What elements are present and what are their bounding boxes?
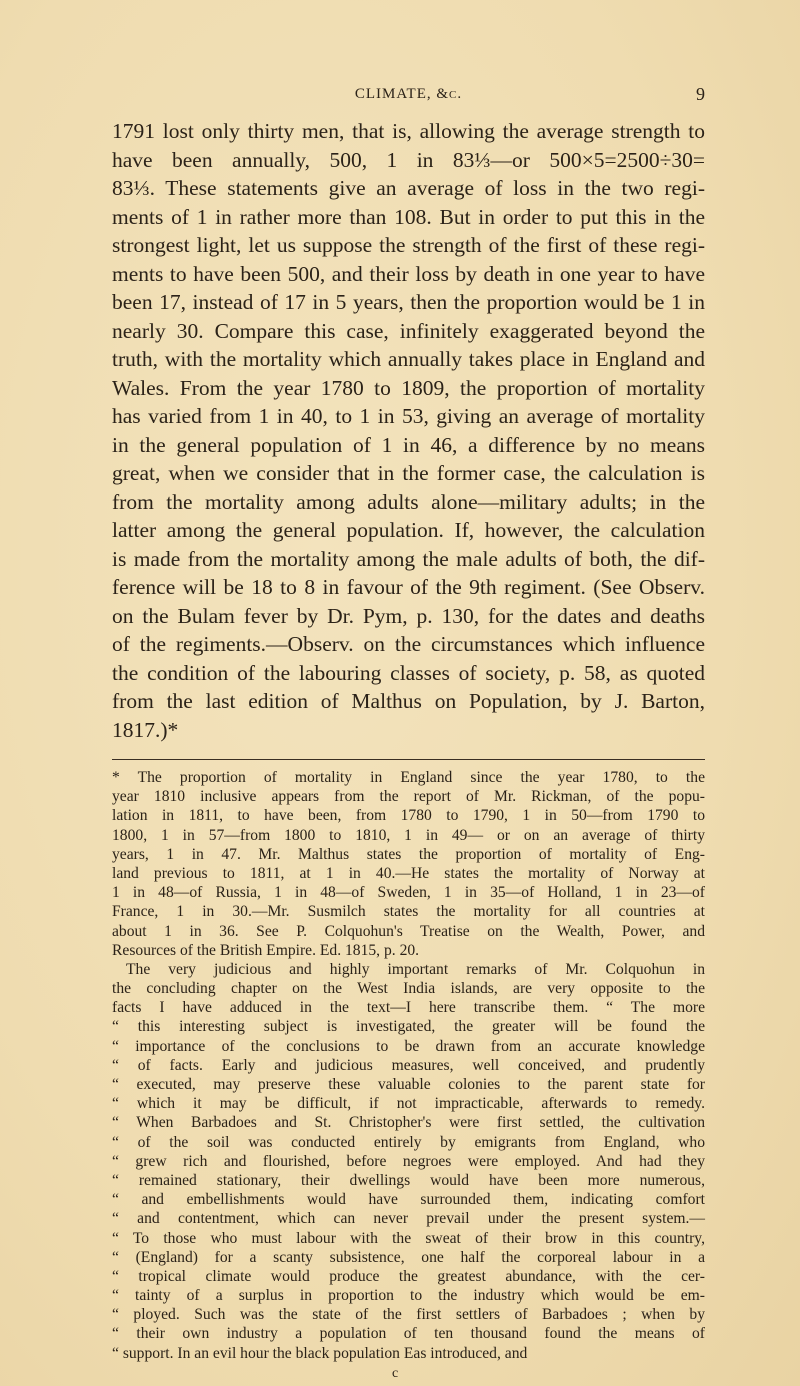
text-line: ments of 1 in rather more than 108. But in order to put this in the (112, 204, 705, 229)
footnote-line: “ of the soil was conducted entirely by emigrants from England, who (112, 1133, 705, 1151)
text-line: 1817.)* (112, 717, 179, 742)
text-line: have been annually, 500, 1 in 83⅓—or 500×5=2500÷30= (112, 147, 705, 172)
text-line: from the last edition of Malthus on Population, by J. Barton, (112, 689, 705, 713)
footnote-line: the concluding chapter on the West India islands, are very opposite to the (112, 980, 705, 998)
footnote-line: about 1 in 36. See P. Colquohun's Treatise on the Wealth, Power, and (112, 922, 705, 940)
footnote-line: * The proportion of mortality in England since the year 1780, to the (112, 769, 705, 786)
footnote-line: “ tropical climate would produce the greatest abundance, with the cer- (112, 1267, 705, 1285)
text-line: in the general population of 1 in 46, a difference by no means (112, 432, 705, 457)
text-line: ments to have been 500, and their loss by death in one year to have (112, 261, 705, 286)
text-line: strongest light, let us suppose the strength of the first of these regi- (112, 233, 705, 257)
text-line: ference will be 18 to 8 in favour of the 9th regiment. (See Observ. (112, 575, 705, 599)
footnote-line: Resources of the British Empire. Ed. 1815, p. 20. (112, 941, 420, 959)
footnote-line: year 1810 inclusive appears from the report of Mr. Rickman, of the popu- (112, 788, 705, 806)
text-line: is made from the mortality among the male adults of both, the dif- (112, 546, 705, 571)
footnote-line: years, 1 in 47. Mr. Malthus states the proportion of mortality of Eng- (112, 845, 705, 863)
footnote-line: “ To those who must labour with the sweat of their brow in this country, (112, 1229, 705, 1247)
footnote (112, 768, 705, 1363)
text-line: from the mortality among adults alone—military adults; in the (112, 489, 705, 514)
footnote-line: “ importance of the conclusions to be drawn from an accurate knowledge (112, 1037, 705, 1055)
footnote-line: “ this interesting subject is investigated, the greater will be found the (112, 1018, 705, 1036)
footnote-line: The very judicious and highly important remarks of Mr. Colquohun in (126, 960, 705, 978)
text-line: the condition of the labouring classes of society, p. 58, as quoted (112, 660, 705, 685)
text-line: nearly 30. Compare this case, infinitely exaggerated beyond the (112, 318, 705, 343)
footnote-line: France, 1 in 30.—Mr. Susmilch states the mortality for all countries at (112, 903, 705, 921)
footnote-divider (112, 759, 705, 760)
footnote-line: “ and embellishments would have surrounded them, indicating comfort (112, 1191, 705, 1209)
text-line: truth, with the mortality which annually takes place in England and (112, 347, 705, 371)
text-line: Wales. From the year 1780 to 1809, the proportion of mortality (112, 375, 705, 400)
text-line: on the Bulam fever by Dr. Pym, p. 130, for the dates and deaths (112, 603, 705, 628)
footnote-line: “ their own industry a population of ten thousand found the means of (112, 1325, 705, 1343)
footnote-line: “ of facts. Early and judicious measures, well conceived, and prudently (112, 1056, 705, 1074)
running-title: CLIMATE, &c. (354, 86, 463, 102)
text-line: latter among the general population. If, however, the calculation (112, 518, 705, 542)
text-line: great, when we consider that in the former case, the calculation is (112, 461, 705, 485)
footnote-line: “ ployed. Such was the state of the first settlers of Barbadoes ; when by (112, 1306, 705, 1324)
footnote-line: “ executed, may preserve these valuable colonies to the parent state for (112, 1076, 705, 1093)
footnote-line: facts I have adduced in the text—I here transcribe them. “ The more (112, 999, 705, 1017)
text-line: has varied from 1 in 40, to 1 in 53, giving an average of mortality (112, 404, 705, 428)
footnote-line: 1800, 1 in 57—from 1800 to 1810, 1 in 49— or on an average of thirty (112, 826, 705, 844)
footnote-line: “ and contentment, which can never prevail under the present system.— (112, 1210, 705, 1228)
footnote-line: 1 in 48—of Russia, 1 in 48—of Sweden, 1 in 35—of Holland, 1 in 23—of (112, 884, 705, 902)
signature-mark: c (392, 1366, 399, 1381)
footnote-line: “ support. In an evil hour the black population Eas introduced, and (112, 1344, 528, 1362)
footnote-line: “ which it may be difficult, if not impracticable, afterwards to remedy. (112, 1095, 705, 1113)
footnote-line: “ When Barbadoes and St. Christopher's were first settled, the cultivation (112, 1114, 705, 1132)
main-text (112, 117, 705, 744)
page-number: 9 (696, 84, 705, 104)
footnote-line: “ remained stationary, their dwellings would have been more numerous, (112, 1171, 705, 1189)
text-line: been 17, instead of 17 in 5 years, then the proportion would be 1 in (112, 290, 705, 314)
text-line: of the regiments.—Observ. on the circumstances which influence (112, 632, 705, 656)
footnote-line: land previous to 1811, at 1 in 40.—He states the mortality of Norway at (112, 864, 705, 882)
footnote-line: “ tainty of a surplus in proportion to the industry which would be em- (112, 1287, 705, 1305)
footnote-line: lation in 1811, to have been, from 1780 to 1790, 1 in 50—from 1790 to (112, 807, 705, 825)
page-header (112, 86, 705, 110)
text-line: 1791 lost only thirty men, that is, allowing the average strength to (112, 119, 705, 143)
footnote-line: “ grew rich and flourished, before negroes were employed. And had they (112, 1152, 705, 1170)
footnote-line: “ (England) for a scanty subsistence, one half the corporeal labour in a (112, 1248, 705, 1266)
text-line: 83⅓. These statements give an average of loss in the two regi- (112, 176, 705, 200)
